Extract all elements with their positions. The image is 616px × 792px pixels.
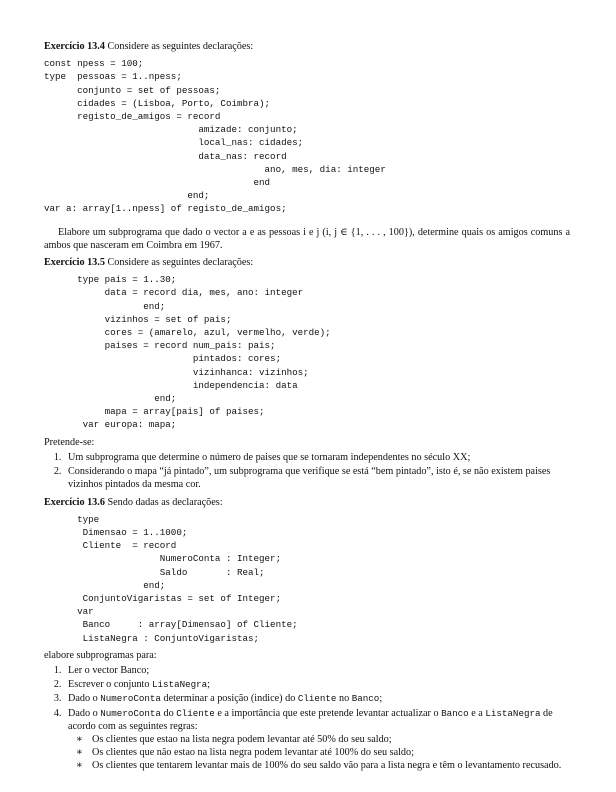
item-text: de acordo com as seguintes regras: <box>68 707 553 732</box>
code-block-13-4: const npess = 100; type pessoas = 1..npess; conjunto = set of pessoas; cidades = (Lisboa, Porto, Coimbra); registo_de_amigos = record amizade: conjunto; local_nas: cidades; data_nas: record ano, mes, dia: integer end end; var a: array[1..npess] of registo_de_amigos; <box>44 58 386 215</box>
code-term: Cliente <box>297 693 337 705</box>
code-block-13-6: type Dimensao = 1..1000; Cliente = record NumeroConta : Integer; Saldo : Real; end; ConjuntoVigaristas = set of Integer; var Banco : array[Dimensao] of Cliente; ListaNegra : ConjuntoVigaristas; <box>77 513 298 644</box>
bullet-icon: ∗ <box>76 733 83 745</box>
exercise-label: Exercício 13.6 <box>44 496 105 508</box>
item-text: ; <box>379 693 383 705</box>
code-term: Cliente <box>176 707 215 719</box>
item-text: Escrever o conjunto <box>68 679 153 691</box>
exercise-intro: Considere as seguintes declarações: <box>107 41 254 52</box>
list-item <box>64 692 570 705</box>
item-text: Ler o vector Banco; <box>68 664 150 676</box>
exercise-13-4-heading <box>44 40 570 53</box>
code-block-13-5: type pais = 1..30; data = record dia, mes, ano: integer end; vizinhos = set of pais; cores = (amarelo, azul, vermelho, verde); paises = record num_pais: pais; pintados: cores; vizinhanca: vizinhos; independencia: data end; mapa = array[pais] of paises; var europa: mapa; <box>77 274 331 431</box>
rule-text: Os clientes que estao na lista negra podem levantar até 50% do seu saldo; <box>92 733 392 745</box>
list-item <box>64 707 570 773</box>
code-term: NumeroConta <box>100 707 161 719</box>
exercise-13-5-heading <box>44 256 570 269</box>
list-item: 2. Considerando o mapa “já pintado”, um subprograma que verifique se está “bem pintado”, isto é, se não existem paises vizinhos pintados da mesma cor. <box>64 465 570 491</box>
item-text: do <box>160 707 177 719</box>
item-text: e a importância que este pretende levantar actualizar o <box>214 707 442 719</box>
code-term: Banco <box>351 693 380 705</box>
pretende-label: Pretende-se: <box>44 436 95 448</box>
rule-item <box>76 733 570 746</box>
code-term: NumeroConta <box>100 693 161 705</box>
elabore-label: elabore subprogramas para: <box>44 649 157 661</box>
exercise-intro: Sendo dadas as declarações: <box>107 496 223 508</box>
document-page <box>44 40 570 775</box>
code-term: Banco <box>441 707 469 719</box>
exercise-13-4-statement: Elabore um subprograma que dado o vector a e as pessoas i e j (i, j ∈ {1, . . . , 100}), determine quais os amigos comuns a ambos que nasceram em Coimbra em 1967. <box>44 226 570 251</box>
exercise-13-6-heading <box>44 496 570 509</box>
rule-text: Os clientes que tentarem levantar mais de 100% do seu saldo vão para a lista negra e têm o levantamento recusado. <box>92 760 562 772</box>
bullet-icon: ∗ <box>76 760 83 772</box>
item-text: ; <box>207 679 211 691</box>
item-text: Dado o <box>68 707 101 719</box>
item-text: e a <box>468 707 486 719</box>
list-item <box>64 664 570 677</box>
bullet-icon: ∗ <box>76 747 83 759</box>
list-item: 1. Um subprograma que determine o número de paises que se tornaram independentes no século XX; <box>64 451 570 464</box>
item-text: Dado o <box>68 693 101 705</box>
exercise-intro: Considere as seguintes declarações: <box>107 257 254 269</box>
list-item <box>64 678 570 691</box>
exercise-13-5-list <box>44 451 570 492</box>
rule-item <box>76 759 570 772</box>
item-text: no <box>336 693 352 705</box>
rule-text: Os clientes que não estao na lista negra podem levantar até 100% do seu saldo; <box>92 747 414 759</box>
exercise-13-6-list <box>44 664 570 773</box>
code-term: ListaNegra <box>152 679 208 691</box>
item-text: determinar a posição (indice) do <box>160 693 298 705</box>
exercise-label: Exercício 13.5 <box>44 257 105 269</box>
rules-list <box>68 733 570 773</box>
exercise-label: Exercício 13.4 <box>44 41 105 52</box>
rule-item <box>76 746 570 759</box>
code-term: ListaNegra <box>485 707 541 719</box>
